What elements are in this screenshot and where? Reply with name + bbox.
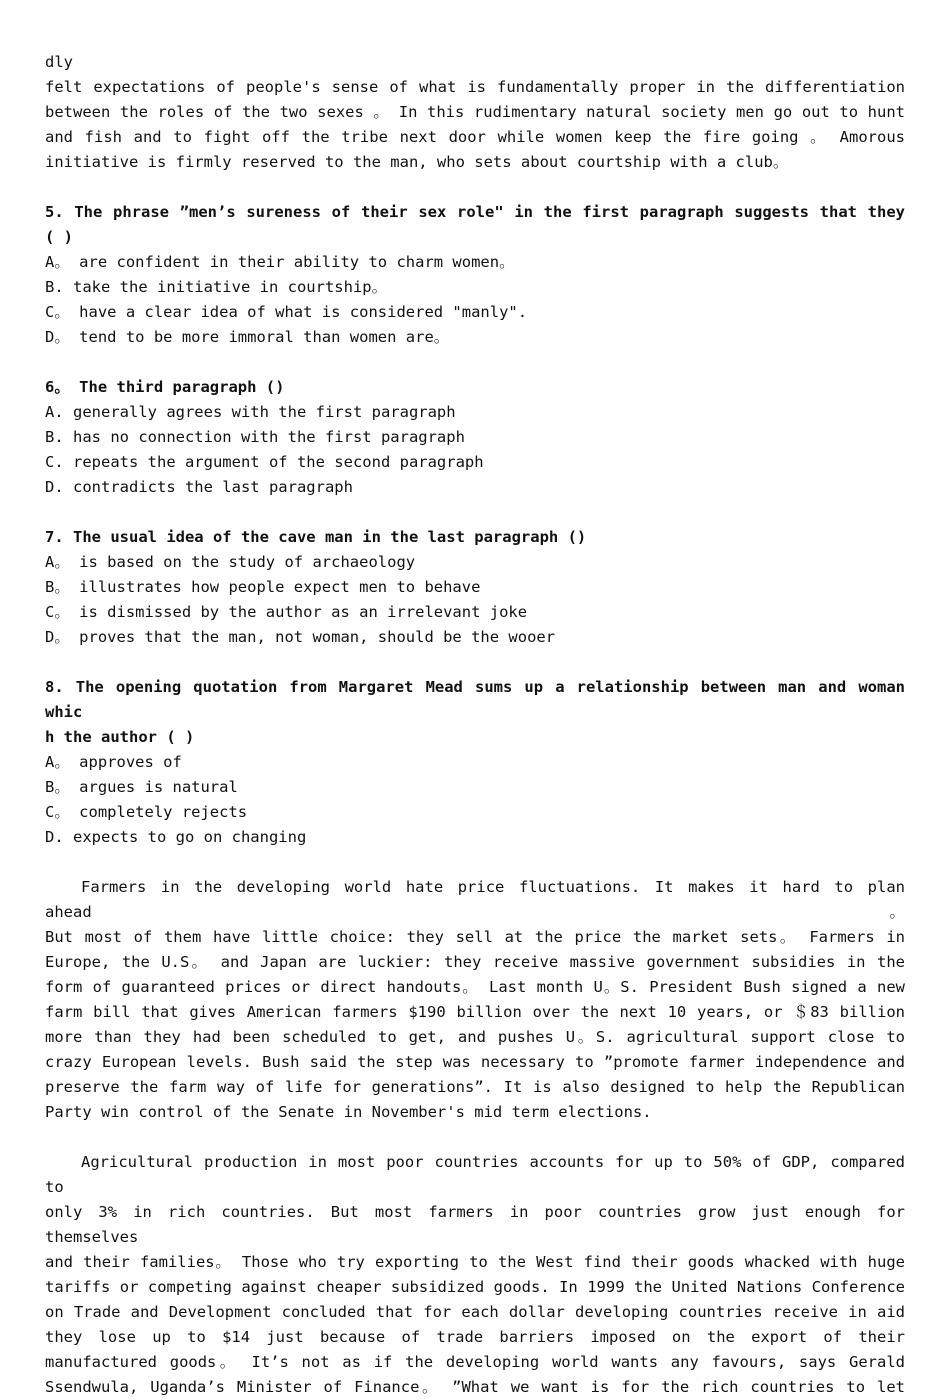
question-7 bbox=[45, 525, 905, 650]
question-8-option-d: D. expects to go on changing bbox=[45, 828, 307, 846]
question-8-option-b: B。 argues is natural bbox=[45, 778, 238, 796]
passage-1-line-4: form of guaranteed prices or direct handouts。 Last month U。S. President Bush signed a new bbox=[45, 978, 905, 996]
passage-1-line-3: Europe, the U.S。 and Japan are luckier: they receive massive government subsidies in the bbox=[45, 953, 905, 971]
question-8-option-a: A。 approves of bbox=[45, 753, 182, 771]
passage-paragraph-2 bbox=[45, 1150, 905, 1400]
question-6-option-d: D. contradicts the last paragraph bbox=[45, 478, 353, 496]
intro-line-2: felt expectations of people's sense of what is fundamentally proper in the differentiation bbox=[45, 78, 905, 96]
passage-2-line-7: manufactured goods。 It’s not as if the developing world wants any favours, says Gerald bbox=[45, 1353, 905, 1371]
question-8-option-c: C。 completely rejects bbox=[45, 803, 248, 821]
question-5-stem-line-2: ( ) bbox=[45, 228, 73, 246]
passage-1-line-9: Party win control of the Senate in November's mid term elections. bbox=[45, 1103, 652, 1121]
intro-line-1: dly bbox=[45, 53, 73, 71]
passage-2-line-2: only 3% in rich countries. But most farmers in poor countries grow just enough for themselves bbox=[45, 1203, 905, 1246]
question-8-stem-line-2: h the author ( ) bbox=[45, 728, 195, 746]
question-6 bbox=[45, 375, 905, 500]
question-5-option-a: A。 are confident in their ability to charm women。 bbox=[45, 253, 515, 271]
question-6-option-a: A. generally agrees with the first paragraph bbox=[45, 403, 456, 421]
passage-2-line-8: Ssendwula, Uganda’s Minister of Finance。 ”What we want is for the rich countries to let bbox=[45, 1378, 905, 1396]
intro-line-5: initiative is firmly reserved to the man, who sets about courtship with a club。 bbox=[45, 153, 789, 171]
passage-1-line-1: Farmers in the developing world hate price fluctuations. It makes it hard to plan ahead。 bbox=[45, 878, 905, 921]
passage-2-line-5: on Trade and Development concluded that for each dollar developing countries receive in aid bbox=[45, 1303, 905, 1321]
passage-2-line-3: and their families。 Those who try exporting to the West find their goods whacked with huge bbox=[45, 1253, 905, 1271]
passage-paragraph-1 bbox=[45, 875, 905, 1125]
passage-1-line-2: But most of them have little choice: they sell at the price the market sets。 Farmers in bbox=[45, 928, 905, 946]
question-7-option-d: D。 proves that the man, not woman, should be the wooer bbox=[45, 628, 556, 646]
question-5-option-c: C。 have a clear idea of what is considered "manly". bbox=[45, 303, 528, 321]
passage-1-line-5: farm bill that gives American farmers $190 billion over the next 10 years, or ＄83 billion bbox=[45, 1003, 905, 1021]
intro-line-3: between the roles of the two sexes 。 In this rudimentary natural society men go out to hunt bbox=[45, 103, 905, 121]
question-6-option-c: C. repeats the argument of the second paragraph bbox=[45, 453, 484, 471]
intro-line-4: and fish and to fight off the tribe next door while women keep the fire going 。 Amorous bbox=[45, 128, 905, 146]
question-6-stem: 6。 The third paragraph () bbox=[45, 378, 285, 396]
question-5 bbox=[45, 200, 905, 350]
question-7-option-c: C。 is dismissed by the author as an irrelevant joke bbox=[45, 603, 528, 621]
question-8-stem-line-1: 8. The opening quotation from Margaret Mead sums up a relationship between man and woman whic bbox=[45, 678, 905, 721]
question-7-option-b: B。 illustrates how people expect men to behave bbox=[45, 578, 481, 596]
document-page bbox=[45, 50, 905, 1400]
passage-1-line-8: preserve the farm way of life for generations”. It is also designed to help the Republican bbox=[45, 1078, 905, 1096]
passage-1-line-6: more than they had been scheduled to get, and pushes U。S. agricultural support close to bbox=[45, 1028, 905, 1046]
question-8 bbox=[45, 675, 905, 850]
question-5-option-b: B. take the initiative in courtship。 bbox=[45, 278, 388, 296]
question-7-stem: 7. The usual idea of the cave man in the last paragraph () bbox=[45, 528, 587, 546]
passage-2-line-6: they lose up to $14 just because of trade barriers imposed on the export of their bbox=[45, 1328, 905, 1346]
passage-1-line-7: crazy European levels. Bush said the step was necessary to ”promote farmer independence and bbox=[45, 1053, 905, 1071]
question-7-option-a: A。 is based on the study of archaeology bbox=[45, 553, 416, 571]
intro-paragraph bbox=[45, 50, 905, 175]
question-5-option-d: D。 tend to be more immoral than women are。 bbox=[45, 328, 450, 346]
question-5-stem-line-1: 5. The phrase ”men’s sureness of their sex role" in the first paragraph suggests that they bbox=[45, 203, 905, 221]
passage-2-line-1: Agricultural production in most poor countries accounts for up to 50% of GDP, compared to bbox=[45, 1153, 905, 1196]
question-6-option-b: B. has no connection with the first paragraph bbox=[45, 428, 465, 446]
passage-2-line-4: tariffs or competing against cheaper subsidized goods. In 1999 the United Nations Conference bbox=[45, 1278, 905, 1296]
